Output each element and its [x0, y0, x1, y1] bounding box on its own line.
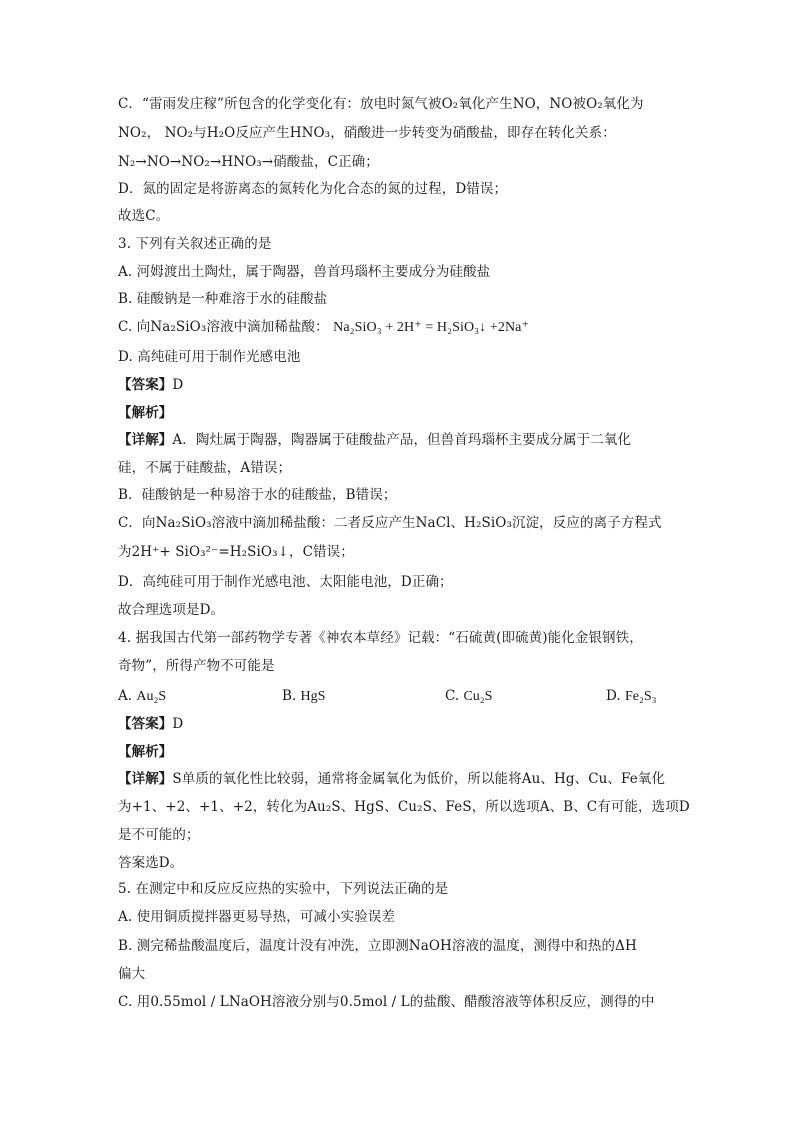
q3-detail-line7: 故合理选项是D。 [118, 602, 225, 618]
detail-tag: 【详解】 [118, 432, 173, 448]
answer-tag: 【答案】 [118, 716, 173, 732]
q5-option-b-line1: B. 测完稀盐酸温度后，温度计没有冲洗，立即测NaOH溶液的温度，测得中和热的ΔH [118, 938, 637, 954]
q4-detail-line1 [118, 767, 688, 791]
q4-detail-line2: 为+1、+2、+1、+2，转化为Au₂S、HgS、Cu₂S、FeS，所以选项A、B、C有可能，选项D [118, 799, 690, 815]
q3-analysis-heading [118, 401, 688, 425]
q2-conversion-chain: N₂→NO→NO₂→HNO₃→硝酸盐，C正确； [118, 154, 379, 170]
option-label: B. [282, 688, 297, 704]
answer-value: D [172, 377, 184, 393]
option-label: A. [118, 688, 133, 704]
q3-option-c-equation: Na₂SiO₃ + 2H⁺ = H₂SiO₃↓ +2Na⁺ [333, 320, 529, 335]
answer-tag: 【答案】 [118, 377, 173, 393]
analysis-tag: 【解析】 [118, 405, 173, 421]
q3-detail-line5: 为2H⁺+ SiO₃²⁻=H₂SiO₃↓，C错误； [118, 544, 354, 560]
q4-detail-line3: 是不可能的； [118, 827, 200, 843]
answer-value: D [172, 716, 184, 732]
q5-option-a: A. 使用铜质搅拌器更易导热，可减小实验误差 [118, 909, 396, 925]
option-label: C. [445, 688, 460, 704]
option-label: D. [606, 688, 621, 704]
option-formula: Cu₂S [463, 689, 493, 704]
option-formula: HgS [300, 689, 326, 704]
q3-stem: 3. 下列有关叙述正确的是 [118, 236, 272, 252]
q3-option-c-text: C. 向Na₂SiO₃溶液中滴加稀盐酸： [118, 319, 329, 335]
detail-tag: 【详解】 [118, 771, 173, 787]
q3-detail-line3: B．硅酸钠是一种易溶于水的硅酸盐，B错误； [118, 487, 397, 503]
q3-option-a: A. 河姆渡出土陶灶，属于陶器，兽首玛瑙杯主要成分为硅酸盐 [118, 264, 491, 280]
q4-option-d [606, 684, 657, 708]
q4-stem-line2: 奇物”，所得产物不可能是 [118, 658, 275, 674]
q3-detail-line2: 硅，不属于硅酸盐，A错误； [118, 460, 292, 476]
q5-stem: 5. 在测定中和反应反应热的实验中，下列说法正确的是 [118, 881, 449, 897]
q3-option-b: B. 硅酸钠是一种难溶于水的硅酸盐 [118, 291, 328, 307]
q4-option-b [282, 684, 325, 708]
detail-text: A．陶灶属于陶器，陶器属于硅酸盐产品，但兽首玛瑙杯主要成分属于二氧化 [172, 432, 632, 448]
q4-detail-line4: 答案选D。 [118, 855, 184, 871]
option-formula: Au₂S [136, 689, 167, 704]
q5-option-c-line1: C. 用0.55mol / LNaOH溶液分别与0.5mol / L的盐酸、醋酸溶液等体积反应，测得的中 [118, 994, 655, 1010]
q3-detail-line4: C．向Na₂SiO₃溶液中滴加稀盐酸：二者反应产生NaCl、H₂SiO₃沉淀，反应的离子方程式 [118, 515, 662, 531]
q2-option-d-analysis: D．氮的固定是将游离态的氮转化为化合态的氮的过程，D错误； [118, 181, 508, 197]
q3-detail-line1 [118, 428, 688, 452]
q4-stem-line1: 4. 据我国古代第一部药物学专著《神农本草经》记载：“石硫黄(即硫黄)能化金银钢铁， [118, 630, 643, 646]
q4-option-a [118, 684, 166, 708]
q3-option-c [118, 315, 688, 339]
analysis-tag: 【解析】 [118, 744, 173, 760]
q4-option-c [445, 684, 492, 708]
q2-conclusion: 故选C。 [118, 208, 170, 224]
q3-detail-line6: D．高纯硅可用于制作光感电池、太阳能电池，D正确； [118, 574, 453, 590]
q4-analysis-heading [118, 740, 688, 764]
q3-option-d: D. 高纯硅可用于制作光感电池 [118, 349, 301, 365]
q2-option-c-analysis-line2: NO₂， NO₂与H₂O反应产生HNO₃，硝酸进一步转变为硝酸盐，即存在转化关系： [118, 125, 616, 141]
q5-option-b-line2: 偏大 [118, 966, 146, 982]
detail-text: S单质的氧化性比较弱，通常将金属氧化为低价，所以能将Au、Hg、Cu、Fe氧化 [172, 771, 666, 787]
q4-answer [118, 712, 688, 736]
q2-option-c-analysis-line1: C．“雷雨发庄稼”所包含的化学变化有：放电时氮气被O₂氧化产生NO，NO被O₂氧化为 [118, 96, 644, 112]
option-formula: Fe₂S₃ [624, 689, 657, 704]
q3-answer [118, 373, 688, 397]
